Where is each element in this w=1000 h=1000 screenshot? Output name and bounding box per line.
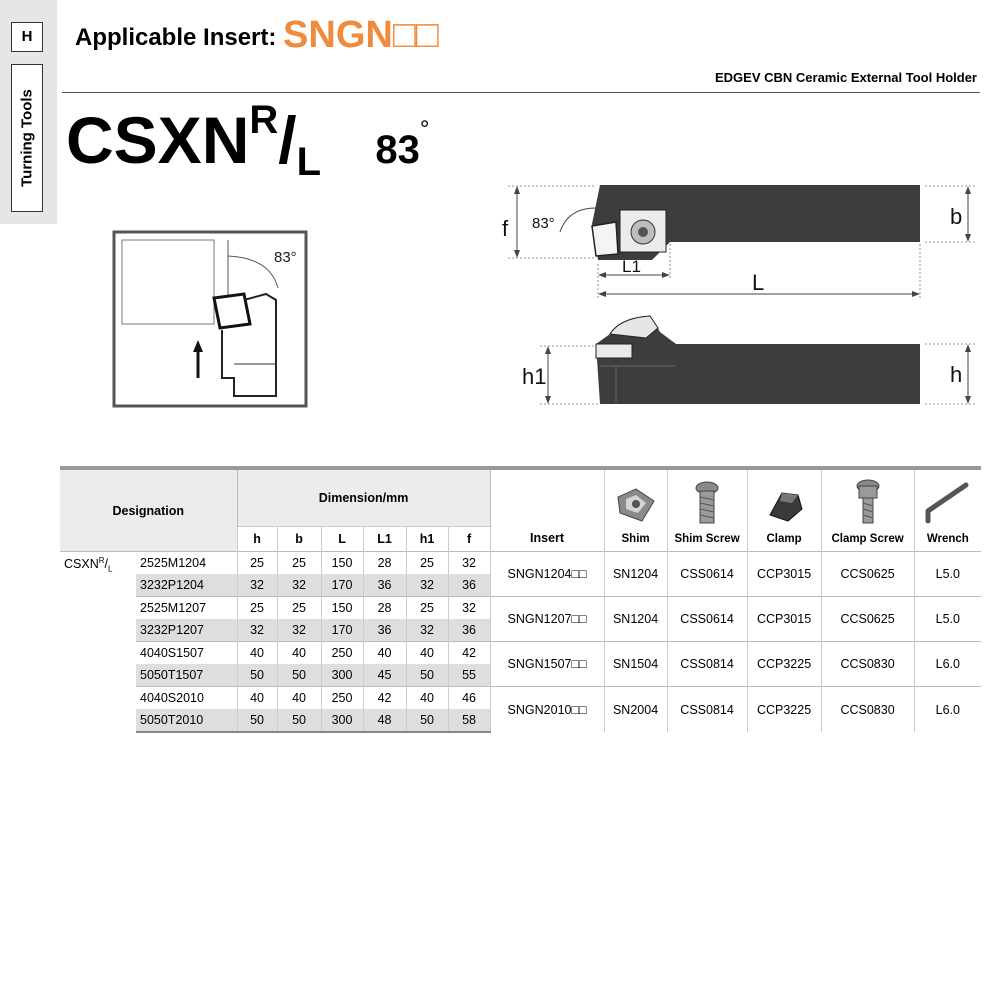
cell-insert: SNGN1207□□: [490, 597, 604, 642]
cell-f: 32: [448, 552, 490, 575]
cell-L1: 48: [363, 709, 406, 732]
applicable-insert-code: SNGN□□: [283, 14, 439, 56]
cell-shim: SN1204: [604, 597, 667, 642]
cell-f: 36: [448, 619, 490, 642]
cell-shim-screw: CSS0814: [667, 687, 747, 733]
table-row-designation: 4040S1507: [136, 642, 237, 665]
dim-h1-label: h1: [522, 364, 547, 389]
cell-clamp-screw: CCS0625: [821, 597, 914, 642]
clamp-screw-icon: [855, 479, 881, 525]
cell-L1: 45: [363, 664, 406, 687]
model-name: CSXN: [66, 103, 250, 177]
cell-b: 50: [277, 709, 321, 732]
model-l: L: [296, 140, 322, 184]
product-subtitle: EDGEV CBN Ceramic External Tool Holder: [715, 70, 977, 85]
cell-L1: 36: [363, 574, 406, 597]
cell-wrench: L6.0: [914, 687, 981, 733]
cell-L: 300: [321, 664, 363, 687]
shim-screw-header-label: Shim Screw: [674, 533, 740, 545]
model-title: [66, 100, 430, 182]
table-row-designation: 4040S2010: [136, 687, 237, 710]
dimension-header: Dimension/mm: [237, 468, 490, 527]
cell-h1: 32: [406, 574, 448, 597]
cell-shim: SN2004: [604, 687, 667, 733]
cell-h: 25: [237, 552, 277, 575]
cell-h: 32: [237, 574, 277, 597]
cell-b: 32: [277, 619, 321, 642]
shim-screw-header: [667, 468, 747, 552]
section-letter: H: [11, 22, 43, 52]
dim-L-label: L: [752, 270, 765, 295]
dim-col-h1: h1: [406, 527, 448, 552]
designation-header: Designation: [60, 468, 237, 552]
cell-clamp-screw: CCS0625: [821, 552, 914, 597]
cell-L: 150: [321, 597, 363, 620]
cell-f: 32: [448, 597, 490, 620]
cell-clamp: CCP3015: [747, 552, 821, 597]
clamp-header: [747, 468, 821, 552]
table-row-designation: 5050T2010: [136, 709, 237, 732]
cell-h: 32: [237, 619, 277, 642]
model-family-cell: $CSXN^R/_L$: [60, 552, 136, 733]
dim-col-L1: L1: [363, 527, 406, 552]
cell-h1: 50: [406, 664, 448, 687]
cell-L: 170: [321, 574, 363, 597]
cell-f: 55: [448, 664, 490, 687]
cell-insert: SNGN1507□□: [490, 642, 604, 687]
spec-table-body: [60, 552, 981, 733]
holder-side-view: [500, 312, 980, 412]
cell-shim: SN1504: [604, 642, 667, 687]
model-r: R: [249, 98, 279, 142]
insert-header: Insert: [490, 468, 604, 552]
cell-h1: 40: [406, 642, 448, 665]
cell-f: 42: [448, 642, 490, 665]
wrench-icon: [922, 481, 974, 525]
model-slash: /: [278, 103, 297, 177]
cell-f: 36: [448, 574, 490, 597]
cell-h1: 32: [406, 619, 448, 642]
cell-wrench: L6.0: [914, 642, 981, 687]
cell-L: 150: [321, 552, 363, 575]
cell-L1: 42: [363, 687, 406, 710]
clamp-header-label: Clamp: [766, 533, 802, 545]
dim-col-f: f: [448, 527, 490, 552]
workpiece-body: [122, 240, 214, 324]
cell-b: 25: [277, 597, 321, 620]
cell-b: 40: [277, 687, 321, 710]
degree-sign: °: [419, 116, 430, 143]
dim-col-b: b: [277, 527, 321, 552]
cell-f: 46: [448, 687, 490, 710]
top-angle-label: 83°: [532, 215, 555, 232]
cell-L1: 28: [363, 552, 406, 575]
cell-b: 25: [277, 552, 321, 575]
dim-col-h: h: [237, 527, 277, 552]
table-row-designation: 5050T1507: [136, 664, 237, 687]
cell-shim-screw: CSS0614: [667, 597, 747, 642]
cell-clamp-screw: CCS0830: [821, 687, 914, 733]
cell-L: 300: [321, 709, 363, 732]
cell-h: 25: [237, 597, 277, 620]
cell-clamp: CCP3015: [747, 597, 821, 642]
cell-shim-screw: CSS0814: [667, 642, 747, 687]
wrench-header: [914, 468, 981, 552]
cell-L1: 40: [363, 642, 406, 665]
applicable-insert-heading: [75, 14, 439, 57]
side-tab: [0, 0, 57, 224]
cell-shim-screw: CSS0614: [667, 552, 747, 597]
shim-icon: [614, 485, 658, 525]
category-tab[interactable]: [11, 64, 43, 212]
dim-L1-label: L1: [622, 257, 641, 276]
cell-h1: 25: [406, 552, 448, 575]
dim-h-label: h: [950, 362, 963, 387]
diagram-angle-label: 83°: [274, 249, 297, 266]
table-row-designation: 3232P1204: [136, 574, 237, 597]
shim-header: [604, 468, 667, 552]
holder-top-view: [500, 180, 980, 305]
cell-h1: 25: [406, 597, 448, 620]
table-row-designation: 3232P1207: [136, 619, 237, 642]
cell-L1: 28: [363, 597, 406, 620]
cell-L: 170: [321, 619, 363, 642]
cell-insert: SNGN1204□□: [490, 552, 604, 597]
cell-clamp: CCP3225: [747, 687, 821, 733]
cell-f: 58: [448, 709, 490, 732]
model-angle: 83°: [375, 116, 430, 172]
cell-h: 50: [237, 664, 277, 687]
table-row-designation: 2525M1207: [136, 597, 237, 620]
cell-h1: 50: [406, 709, 448, 732]
clamp-screw-header-label: Clamp Screw: [831, 533, 904, 545]
cell-shim: SN1204: [604, 552, 667, 597]
cell-L1: 36: [363, 619, 406, 642]
table-row-designation: 2525M1204: [136, 552, 237, 575]
insert-top: [592, 222, 618, 256]
cell-clamp: CCP3225: [747, 642, 821, 687]
wrench-header-label: Wrench: [926, 533, 969, 545]
cell-clamp-screw: CCS0830: [821, 642, 914, 687]
cell-b: 50: [277, 664, 321, 687]
dim-f-label: f: [502, 216, 509, 241]
header-divider: [62, 92, 980, 93]
clamp-icon: [762, 485, 806, 525]
shim-screw-icon: [694, 481, 720, 525]
cell-h1: 40: [406, 687, 448, 710]
dim-col-L: L: [321, 527, 363, 552]
cell-h: 50: [237, 709, 277, 732]
shim-header-label: Shim: [621, 533, 650, 545]
clamp-screw-header: [821, 468, 914, 552]
category-label: Turning Tools: [18, 89, 36, 187]
spec-table: [60, 466, 981, 733]
cell-b: 32: [277, 574, 321, 597]
application-diagram: [110, 228, 310, 410]
cell-h: 40: [237, 642, 277, 665]
cell-L: 250: [321, 642, 363, 665]
cell-wrench: L5.0: [914, 552, 981, 597]
applicable-insert-label: Applicable Insert:: [75, 24, 277, 51]
cell-b: 40: [277, 642, 321, 665]
cell-h: 40: [237, 687, 277, 710]
cell-L: 250: [321, 687, 363, 710]
dim-b-label: b: [950, 204, 963, 229]
cell-wrench: L5.0: [914, 597, 981, 642]
insert-side: [596, 344, 632, 358]
cell-insert: SNGN2010□□: [490, 687, 604, 733]
